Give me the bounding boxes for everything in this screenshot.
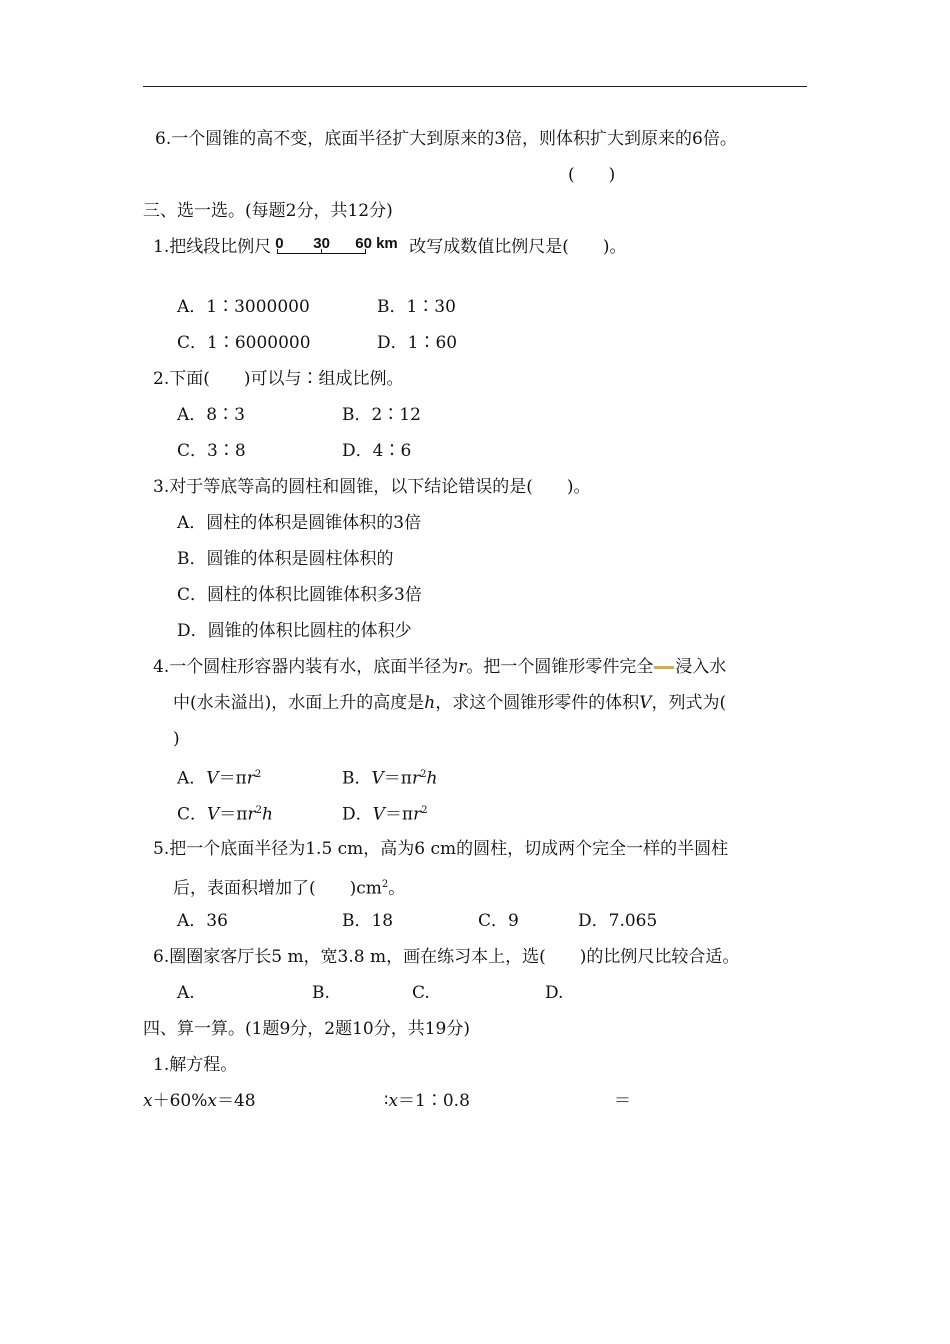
- var-v: V: [372, 804, 385, 825]
- q4-option-c: [177, 800, 273, 826]
- q4-text: 。把一个圆锥形零件完全: [466, 657, 654, 677]
- q4-option-d: [342, 800, 428, 826]
- exponent: 2: [254, 769, 262, 780]
- q5-text: 后，表面积增加了( )cm: [173, 878, 382, 899]
- equation-1: [143, 1090, 256, 1112]
- scale-tick-end: [365, 249, 366, 254]
- question-4-line-1: [153, 656, 726, 678]
- exponent: 2: [421, 805, 428, 816]
- var-h: h: [424, 693, 436, 713]
- q4-text: 4.一个圆柱形容器内装有水，底面半径为: [153, 657, 459, 677]
- scale-tick-start: [277, 249, 278, 254]
- q4-text: ，列式为(: [651, 693, 727, 713]
- formula-text: ＝π: [218, 768, 247, 789]
- formula-text: ＝π: [384, 804, 414, 825]
- true-false-question-6: 6.一个圆锥的高不变，底面半径扩大到原来的3倍，则体积扩大到原来的6倍。: [155, 129, 737, 149]
- q2-option-d: D．4∶6: [342, 441, 412, 461]
- exponent: 2: [381, 879, 389, 890]
- q4-text: 浸入水: [675, 657, 727, 677]
- equation-text: ＋60%: [152, 1091, 208, 1111]
- equation-3: ＝: [614, 1091, 631, 1111]
- solve-equations-title: 1.解方程。: [153, 1055, 238, 1075]
- var-r: r: [458, 657, 467, 677]
- q6-option-b: B.: [312, 983, 330, 1003]
- q1-option-a: A．1∶3000000: [177, 297, 310, 317]
- line-scale-bar: [275, 234, 403, 259]
- q4-text: ，求这个圆锥形零件的体积: [435, 693, 640, 713]
- q1-option-c: C．1∶6000000: [177, 333, 311, 353]
- question-5-line-2: [173, 874, 405, 900]
- var-h: h: [262, 804, 273, 825]
- question-1-prefix: 1.把线段比例尺: [153, 237, 272, 257]
- header-rule: [143, 86, 807, 87]
- question-6: 6.圈圈家客厅长5 m，宽3.8 m，画在练习本上，选( )的比例尺比较合适。: [153, 947, 740, 967]
- question-4-line-2: [173, 692, 726, 714]
- q2-option-a: A．8∶3: [177, 405, 245, 425]
- question-5-line-1: 5.把一个底面半径为1.5 cm，高为6 cm的圆柱，切成两个完全一样的半圆柱: [153, 839, 729, 859]
- q6-option-c: C.: [412, 983, 430, 1003]
- var-x: x: [388, 1091, 399, 1111]
- q6-option-d: D.: [545, 983, 564, 1003]
- var-v: V: [206, 768, 219, 789]
- equation-text: ＝1∶0.8: [398, 1091, 470, 1111]
- q4-option-b: [342, 764, 437, 790]
- q3-option-c: C．圆柱的体积比圆锥体积多3倍: [177, 585, 422, 605]
- equation-2: [384, 1090, 470, 1112]
- var-h: h: [426, 768, 438, 789]
- var-v: V: [639, 693, 652, 713]
- q1-option-d: D．1∶60: [377, 333, 458, 353]
- equation-text: ∶: [384, 1091, 389, 1111]
- q3-option-a: A．圆柱的体积是圆锥体积的3倍: [177, 513, 422, 533]
- var-r: r: [246, 768, 255, 789]
- q5-option-c: C．9: [478, 911, 519, 931]
- var-r: r: [247, 804, 256, 825]
- exponent: 2: [420, 769, 427, 780]
- var-x: x: [207, 1091, 217, 1111]
- q5-option-b: B．18: [342, 911, 394, 931]
- formula-text: ＝π: [383, 768, 412, 789]
- var-x: x: [143, 1091, 153, 1111]
- var-r: r: [413, 804, 422, 825]
- section-3-heading: 三、选一选。(每题2分，共12分): [143, 201, 393, 221]
- q3-option-d: D．圆锥的体积比圆柱的体积少: [177, 621, 412, 641]
- formula-text: ＝π: [219, 804, 248, 825]
- var-r: r: [411, 768, 421, 789]
- exponent: 2: [255, 805, 262, 816]
- question-3: 3.对于等底等高的圆柱和圆锥，以下结论错误的是( )。: [153, 477, 591, 497]
- option-label: D．: [342, 804, 373, 825]
- option-label: C．: [177, 804, 208, 825]
- section-4-heading: 四、算一算。(1题9分，2题10分，共19分): [143, 1019, 470, 1039]
- q5-option-a: A．36: [177, 911, 228, 931]
- scale-tick-mid: [321, 249, 322, 254]
- equation-text: ＝48: [216, 1091, 256, 1111]
- scale-label-60km: 60 km: [355, 234, 398, 252]
- q1-option-b: B．1∶30: [377, 297, 456, 317]
- q2-option-c: C．3∶8: [177, 441, 246, 461]
- question-1: [153, 236, 627, 259]
- highlight-mark: [654, 666, 674, 669]
- scale-label-30: 30: [313, 234, 330, 252]
- answer-paren: ( ): [568, 165, 616, 185]
- scale-label-0: 0: [275, 234, 284, 252]
- q5-text: 。: [388, 878, 406, 899]
- q6-option-a: A.: [177, 983, 195, 1003]
- var-v: V: [207, 804, 220, 825]
- question-4-line-3: ): [173, 729, 180, 749]
- question-1-suffix: 改写成数值比例尺是( )。: [409, 237, 627, 257]
- question-2: 2.下面( )可以与∶组成比例。: [153, 369, 404, 389]
- option-label: B．: [342, 768, 372, 789]
- q4-text: 中(水未溢出)，水面上升的高度是: [173, 693, 425, 713]
- option-label: A．: [177, 768, 207, 789]
- q4-option-a: [177, 764, 261, 790]
- var-v: V: [371, 768, 384, 789]
- q3-option-b: B．圆锥的体积是圆柱体积的: [177, 549, 394, 569]
- q5-option-d: D．7.065: [578, 911, 658, 931]
- q2-option-b: B．2∶12: [342, 405, 421, 425]
